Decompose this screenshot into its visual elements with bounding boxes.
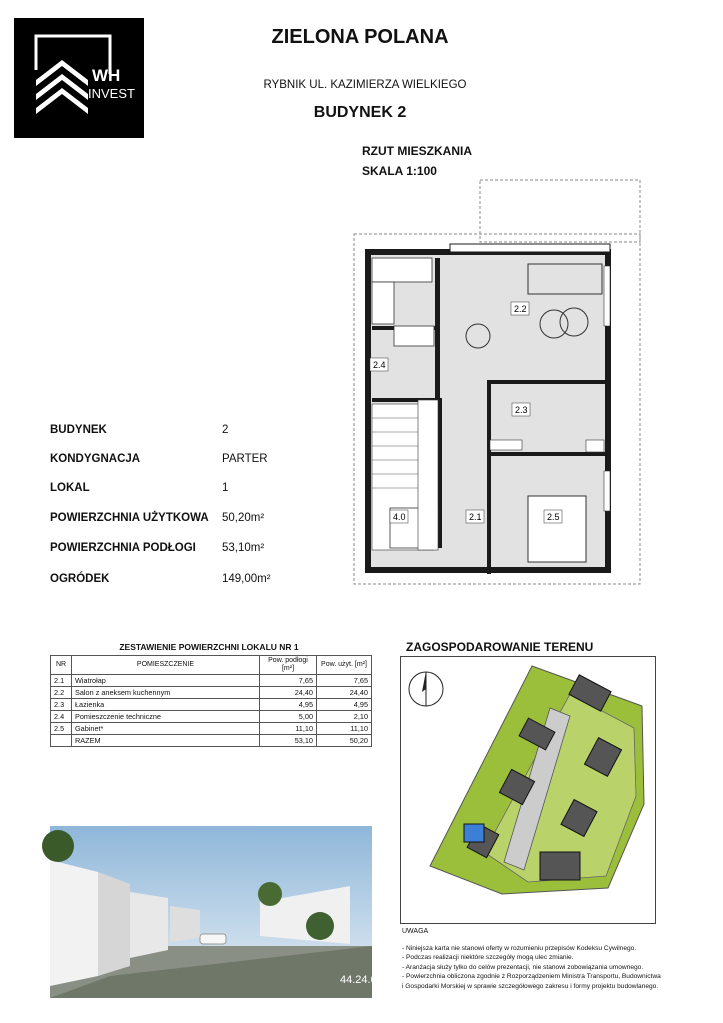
info-row: BUDYNEK 2 — [50, 424, 229, 436]
table-row: 2.1 Wiatrołap 7,65 7,65 — [51, 675, 372, 687]
info-row: POWIERZCHNIA UŻYTKOWA 50,20m² — [50, 512, 265, 524]
note-line: i Gospodarki Morskiej w sprawie szczegółowego zakresu i formy projektu budowlanego. — [402, 982, 659, 990]
logo-house-icon — [14, 18, 144, 138]
building-title: BUDYNEK 2 — [313, 104, 407, 121]
table-row: 2.4 Pomieszczenie techniczne 5,00 2,10 — [51, 711, 372, 723]
room-label-4-0: 4.0 — [393, 512, 406, 522]
project-title: ZIELONA POLANA — [271, 26, 449, 48]
table-row: 2.5 Gabinet* 11,10 11,10 — [51, 723, 372, 735]
rooms-table — [50, 655, 372, 747]
floor-plan — [350, 176, 650, 588]
col-header-usable: Pow. użyt. [m²] — [317, 656, 372, 675]
room-label-2-3: 2.3 — [515, 405, 528, 415]
notes-title: UWAGA — [402, 928, 429, 935]
room-label-2-1: 2.1 — [469, 512, 482, 522]
note-line: - Aranżacja służy tylko do celów prezentacji, nie stanowi zobowiązania umownego. — [402, 963, 644, 971]
room-label-2-4: 2.4 — [373, 360, 386, 370]
logo-invest-text: INVEST — [88, 86, 135, 101]
table-row: 2.2 Salon z aneksem kuchennym 24,40 24,40 — [51, 687, 372, 699]
site-plan — [400, 656, 656, 924]
room-label-2-5: 2.5 — [547, 512, 560, 522]
table-row: 2.3 Łazienka 4,95 4,95 — [51, 699, 372, 711]
col-header-floor: Pow. podłogi [m²] — [260, 656, 317, 675]
visualization-photo — [50, 826, 377, 998]
info-row: KONDYGNACJA PARTER — [50, 453, 268, 465]
info-row: POWIERZCHNIA PODŁOGI 53,10m² — [50, 542, 265, 554]
notes — [402, 944, 712, 991]
logo-wh-text: WH — [92, 66, 121, 85]
table-total-row: RAZEM 53,10 50,20 — [51, 735, 372, 747]
pool-highlight — [464, 824, 484, 842]
photo-watermark: 44.24.0 — [340, 974, 377, 986]
plan-heading — [362, 141, 472, 181]
room-label-2-2: 2.2 — [514, 304, 527, 314]
wh-invest-logo — [14, 18, 144, 138]
address: RYBNIK UL. KAZIMIERZA WIELKIEGO — [263, 79, 467, 91]
table-title: ZESTAWIENIE POWIERZCHNI LOKALU NR 1 — [119, 642, 299, 652]
note-line: - Niniejsza karta nie stanowi oferty w rozumieniu przepisów Kodeksu Cywilnego. — [402, 945, 637, 952]
plan-label: RZUT MIESZKANIA — [362, 144, 472, 158]
note-line: - Powierzchnia obliczona zgodnie z Rozporządzeniem Ministra Transportu, Budownictwa — [402, 973, 661, 981]
site-plan-title: ZAGOSPODAROWANIE TERENU — [406, 640, 594, 654]
col-header-room: POMIESZCZENIE — [72, 656, 260, 675]
info-row: OGRÓDEK 149,00m² — [50, 573, 271, 585]
note-line: - Podczas realizacji niektóre szczegóły mogą ulec zmianie. — [402, 954, 574, 962]
info-row: LOKAL 1 — [50, 482, 229, 494]
scale-label: SKALA 1:100 — [362, 164, 437, 178]
col-header-nr: NR — [51, 656, 72, 675]
